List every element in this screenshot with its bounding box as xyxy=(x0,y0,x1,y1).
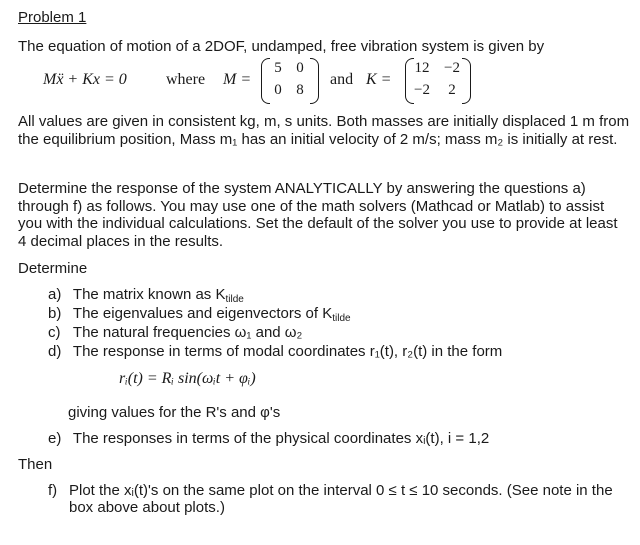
intro-text: The equation of motion of a 2DOF, undamped, free vibration system is given by xyxy=(18,38,545,55)
list-item-d xyxy=(48,343,502,360)
list-label: d) xyxy=(48,343,62,360)
paragraph-initial-conditions: All values are given in consistent kg, m, s units. Both masses are initially displaced 1 m from the equilibrium position, Mass m₁ has an initial velocity of 2 m/s; mass m₂ is initially at rest. xyxy=(18,113,630,148)
paragraph-instructions: Determine the response of the system ANALYTICALLY by answering the questions a) through f) as follows. You may use one of the math solvers (Mathcad or Matlab) to assist you with the individual calculations. Set the default of the solver you use to provide at least 4 decimal places in the results. xyxy=(18,180,618,250)
k-label: K = xyxy=(366,71,392,88)
equation-where: where xyxy=(166,71,206,88)
m-matrix-cell: 0 xyxy=(296,60,304,76)
list-text: The matrix known as K xyxy=(72,286,226,303)
problem-title: Problem 1 xyxy=(18,9,87,26)
m-matrix-cell: 5 xyxy=(274,60,282,76)
k-matrix-cell: −2 xyxy=(414,82,430,98)
list-item-e xyxy=(48,430,489,447)
list-item-c xyxy=(48,324,302,341)
list-text: The eigenvalues and eigenvectors of K xyxy=(72,305,333,322)
list-text-f: Plot the xᵢ(t)'s on the same plot on the interval 0 ≤ t ≤ 10 seconds. (See note in the box above about plots.) xyxy=(69,482,613,516)
list-label: b) xyxy=(48,305,62,322)
k-matrix-cell: 12 xyxy=(414,60,430,76)
k-matrix-cell: −2 xyxy=(444,60,460,76)
m-matrix-cell: 0 xyxy=(274,82,282,98)
equation-and: and xyxy=(330,71,354,88)
k-matrix xyxy=(405,58,471,102)
list-text: The responses in terms of the physical coordinates xᵢ(t), i = 1,2 xyxy=(72,430,490,447)
subscript: tilde xyxy=(332,313,351,324)
modal-equation: rᵢ(t) = Rᵢ sin(ωᵢt + φᵢ) xyxy=(119,370,256,387)
list-label: a) xyxy=(48,286,62,303)
k-matrix-cell: 2 xyxy=(448,82,456,98)
list-text: The natural frequencies ω₁ and ω₂ xyxy=(72,324,303,341)
m-matrix xyxy=(261,58,319,102)
then-heading: Then xyxy=(18,456,53,473)
list-item-f xyxy=(48,482,69,499)
equation-of-motion xyxy=(43,54,640,104)
list-label: e) xyxy=(48,430,62,447)
list-label: c) xyxy=(48,324,61,341)
m-matrix-cell: 8 xyxy=(296,82,304,98)
determine-heading: Determine xyxy=(18,260,88,277)
list-label: f) xyxy=(48,482,58,499)
list-text: The response in terms of modal coordinates r₁(t), r₂(t) in the form xyxy=(72,343,503,360)
m-label: M = xyxy=(223,71,252,88)
giving-text: giving values for the R's and φ's xyxy=(68,404,281,421)
subscript: tilde xyxy=(225,294,244,305)
equation-lhs: Mẍ + Kx = 0 xyxy=(43,71,127,88)
